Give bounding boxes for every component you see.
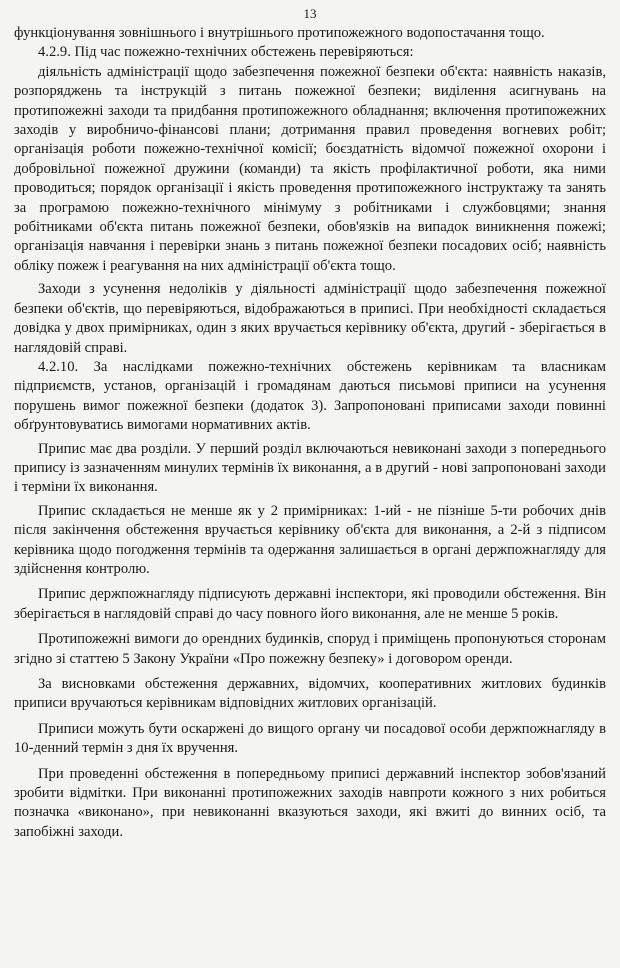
paragraph-rental-buildings: Протипожежні вимоги до орендних будинків, споруд і приміщень пропонуються сторонам згідно зі статтею 5 Закону України «Про пожежну безпеку» і договором оренди. bbox=[14, 631, 606, 667]
paragraph-4-2-10: 4.2.10. За наслідками пожежно-технічних обстежень керівникам та власникам підприємств, установ, організацій і громадянам даються письмові приписи на усунення порушень вимог пожежної безпеки (додаток 3). Запропоновані приписами заходи повинні обґрунтовуватись вимогами нормативних актів. bbox=[14, 358, 606, 434]
paragraph-order-copies: Припис складається не менше як у 2 примірниках: 1-ий - не пізніше 5-ти робочих днів після закінчення обстеження вручається керівнику об'єкта для виконання, а 2-й з підписом керівника щодо погодження термінів та одержання залишається в органі держпожнагляду для здійснення контролю. bbox=[14, 502, 606, 577]
paragraph-inspector-marks: При проведенні обстеження в попередньому приписі державний інспектор зобов'язаний зробити відмітки. При виконанні протипожежних заходів навпроти кожного з них робиться позначка «виконано», при невиконанні вказуються заходи, які вжиті до винних осіб, та запобіжні заходи. bbox=[14, 765, 606, 840]
page-number: 13 bbox=[303, 6, 317, 21]
paragraph-remedial-measures: Заходи з усунення недоліків у діяльності адміністрації щодо забезпечення пожежної безпеки об'єктів, що перевіряються, відображаються в приписі. При необхідності складається довідка у двох примірниках, один з яких вручається керівнику об'єкта, другий - зберігається в наглядовій справі. bbox=[14, 281, 606, 356]
paragraph-housing-organizations: За висновками обстеження державних, відомчих, кооперативних житлових будинків приписи вручаються керівникам відповідних житлових організацій. bbox=[14, 676, 606, 712]
paragraph-administration-activity: діяльність адміністрації щодо забезпечення пожежної безпеки об'єкта: наявність наказів, розпоряджень та інструкцій з питань пожежної безпеки; виділення асигнувань на протипожежні заходи та придбання протипожежного обладнання; включення протипожежних заходів у виробничо-фінансові плани; дотримання правил проведення вогневих робіт; організація роботи пожежно-технічної комісії; боєздатність відомчої пожежної охорони і добровільної пожежної дружини (команди) та якість профілактичної роботи, яка ними проводиться; порядок організації і якість проведення протипожежного інструктажу та занять за програмою пожежно-технічного мінімуму з робітниками і службовцями; знання робітниками об'єкта питань пожежної безпеки, обов'язків на випадок виникнення пожежі; організація навчання і перевірки знань з питань пожежної безпеки посадових осіб; наявність обліку пожеж і реагування на них адміністрації об'єкта тощо. bbox=[14, 63, 606, 274]
paragraph-water-supply: функціонування зовнішнього і внутрішнього протипожежного водопостачання тощо. bbox=[14, 25, 545, 41]
paragraph-4-2-9-heading: 4.2.9. Під час пожежно-технічних обстежень перевіряються: bbox=[38, 44, 414, 61]
paragraph-order-signing: Припис держпожнагляду підписують державні інспектори, які проводили обстеження. Він зберігається в наглядовій справі до часу повного його виконання, але не менше 5 років. bbox=[14, 586, 606, 622]
paragraph-appeal: Приписи можуть бути оскаржені до вищого органу чи посадової особи держпожнагляду в 10-денний термін з дня їх вручення. bbox=[14, 720, 606, 757]
paragraph-order-sections: Припис має два розділи. У перший розділ включаються невиконані заходи з попереднього припису із зазначенням минулих термінів їх виконання, а в другий - нові запропоновані заходи і терміни їх виконання. bbox=[14, 440, 606, 496]
